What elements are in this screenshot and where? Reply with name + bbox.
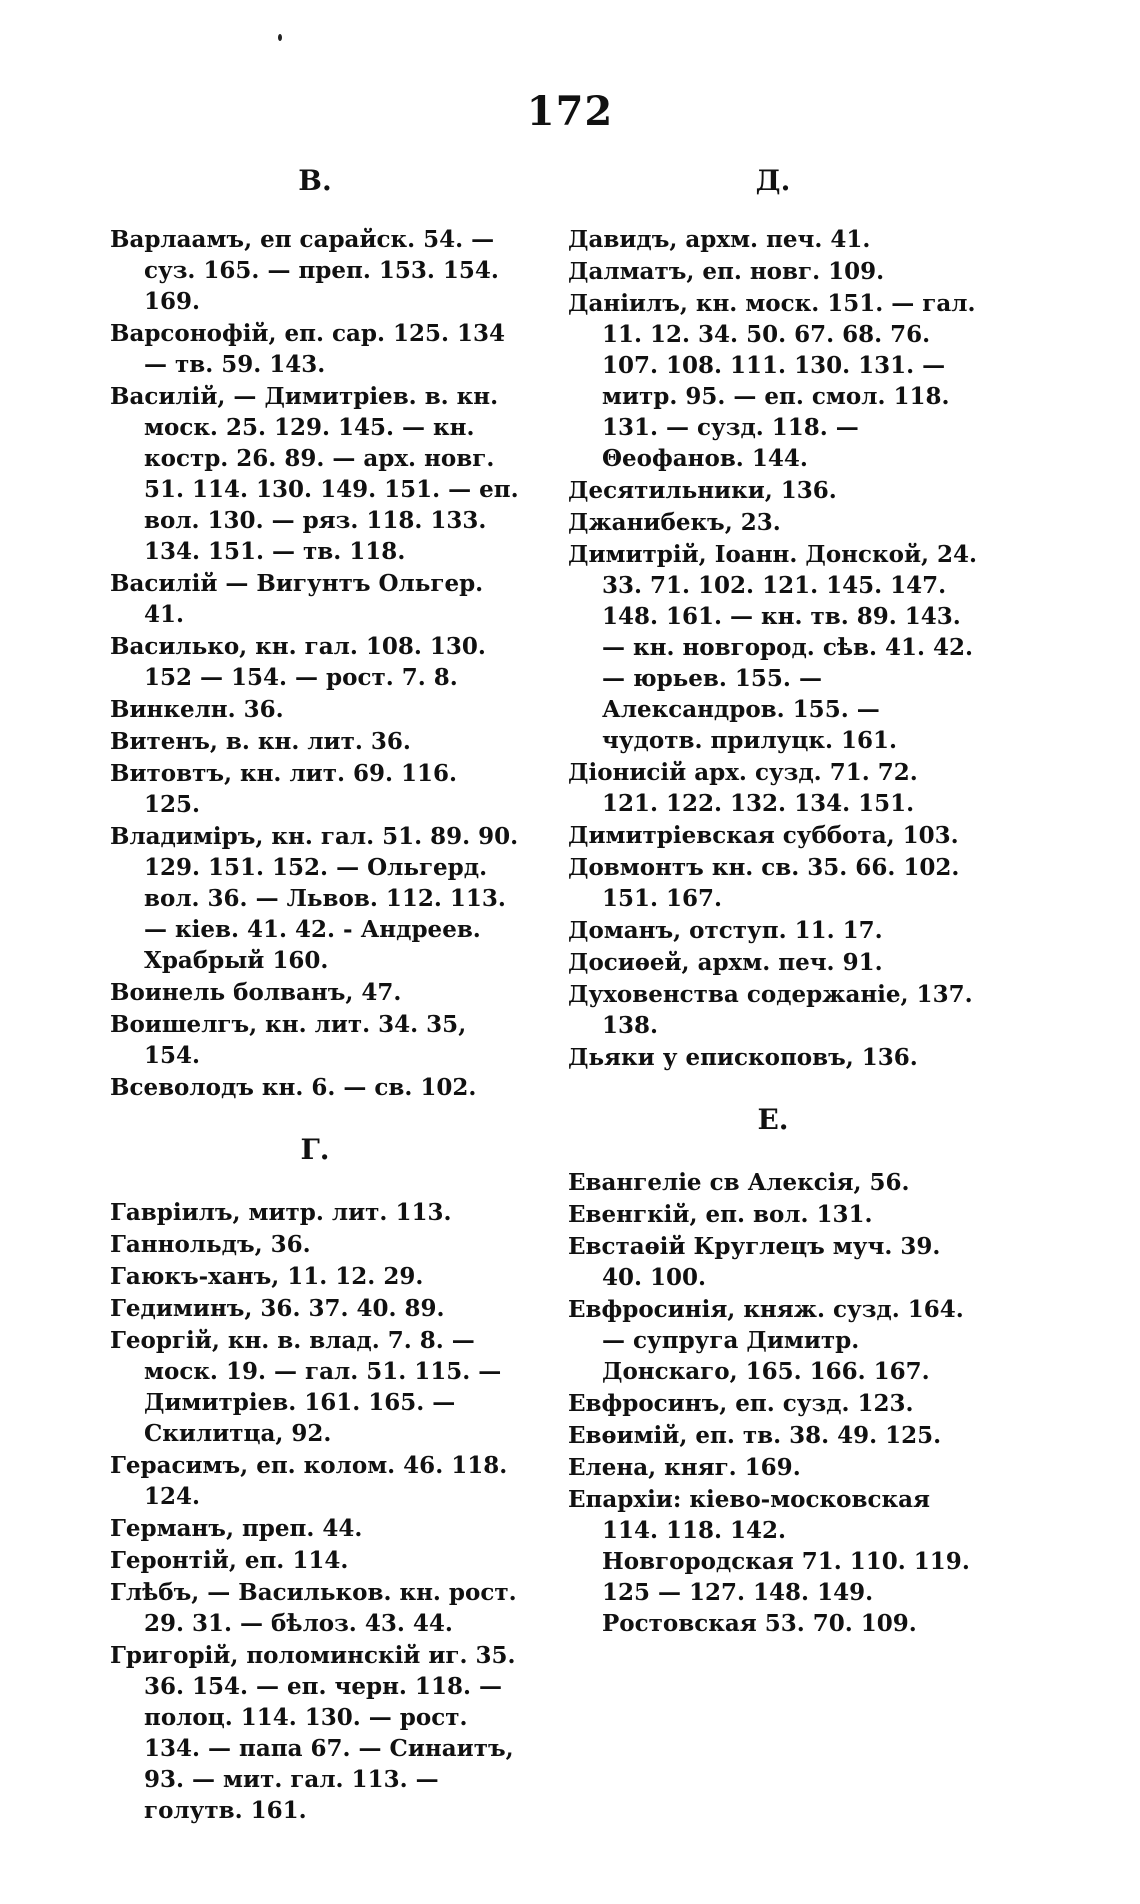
index-entry: Герасимъ, еп. колом. 46. 118. 124. [110, 1452, 508, 1510]
index-entry: Елена, княг. 169. [568, 1454, 801, 1481]
index-entry: Витовтъ, кн. лит. 69. 116. 125. [110, 760, 458, 818]
section-entries-v [110, 224, 520, 1103]
index-entry: Воишелгъ, кн. лит. 34. 35, 154. [110, 1011, 467, 1069]
section-letter-g: Г. [300, 1133, 330, 1166]
index-entry: Ганнольдъ, 36. [110, 1231, 311, 1258]
index-entry: Евфросинъ, еп. сузд. 123. [568, 1390, 914, 1417]
index-entry: Гавріилъ, митр. лит. 113. [110, 1199, 452, 1226]
index-entry: Десятильники, 136. [568, 477, 837, 504]
index-entry: Дьяки у епископовъ, 136. [568, 1044, 918, 1071]
section-letter-d: Д. [755, 164, 791, 197]
index-entry: Владиміръ, кн. гал. 51. 89. 90. 129. 151. 152. — Ольгерд. вол. 36. — Львов. 112. 113. — кіев. 41. 42. - Андреев. Храбрый 160. [110, 823, 519, 974]
index-entry: Джанибекъ, 23. [568, 509, 781, 536]
index-entry: Винкелн. 36. [110, 696, 284, 723]
section-letter-e: Е. [757, 1103, 789, 1136]
index-entry: Димитріевская суббота, 103. [568, 822, 959, 849]
index-entry: Даніилъ, кн. моск. 151. — гал. 11. 12. 34. 50. 67. 68. 76. 107. 108. 111. 130. 131. — митр. 95. — еп. смол. 118. 131. — сузд. 118. — Θеофанов. 144. [568, 290, 976, 472]
index-column-right [568, 160, 978, 1640]
index-entry: Всеволодъ кн. 6. — св. 102. [110, 1074, 477, 1101]
section-entries-e [568, 1167, 978, 1639]
index-entry: Досиѳей, архм. печ. 91. [568, 949, 883, 976]
index-entry: Германъ, преп. 44. [110, 1515, 363, 1542]
section-entries-d [568, 224, 978, 1073]
index-entry: Глѣбъ, — Васильков. кн. рост. 29. 31. — бѣлоз. 43. 44. [110, 1579, 517, 1637]
index-entry: Евѳимій, еп. тв. 38. 49. 125. [568, 1422, 942, 1449]
index-entry: Евангеліе св Алексія, 56. [568, 1169, 910, 1196]
index-entry: Димитрій, Іоанн. Донской, 24. 33. 71. 102. 121. 145. 147. 148. 161. — кн. тв. 89. 143. — кн. новгород. сѣв. 41. 42. — юрьев. 155. — Александров. 155. — чудотв. прилуцк. 161. [568, 541, 978, 754]
index-entry: Діонисій арх. сузд. 71. 72. 121. 122. 132. 134. 151. [568, 759, 918, 817]
page-number: 172 [526, 88, 614, 135]
index-entry: Василій — Вигунтъ Ольгер. 41. [110, 570, 484, 628]
index-entry: Василько, кн. гал. 108. 130. 152 — 154. — рост. 7. 8. [110, 633, 486, 691]
index-entry: Гедиминъ, 36. 37. 40. 89. [110, 1295, 445, 1322]
index-entry: Георгій, кн. в. влад. 7. 8. — моск. 19. — гал. 51. 115. — Димитріев. 161. 165. — Скилитца, 92. [110, 1327, 502, 1447]
ink-speck [278, 34, 282, 41]
index-entry: Василій, — Димитріев. в. кн. моск. 25. 129. 145. — кн. костр. 26. 89. — арх. новг. 51. 114. 130. 149. 151. — еп. вол. 130. — ряз. 118. 133. 134. 151. — тв. 118. [110, 383, 519, 565]
index-entry: Доманъ, отступ. 11. 17. [568, 917, 883, 944]
index-entry: Воинель болванъ, 47. [110, 979, 402, 1006]
index-entry: Евстаѳій Круглецъ муч. 39. 40. 100. [568, 1233, 941, 1291]
section-entries-g [110, 1197, 520, 1826]
index-entry: Евфросинія, княж. сузд. 164. — супруга Димитр. Донскаго, 165. 166. 167. [568, 1296, 964, 1385]
index-entry: Витенъ, в. кн. лит. 36. [110, 728, 411, 755]
index-entry: Варсонофій, еп. сар. 125. 134 — тв. 59. 143. [110, 320, 506, 378]
index-entry: Геронтій, еп. 114. [110, 1547, 349, 1574]
index-entry: Духовенства содержаніе, 137. 138. [568, 981, 973, 1039]
index-entry: Варлаамъ, еп сарайск. 54. — cуз. 165. — преп. 153. 154. 169. [110, 226, 499, 315]
section-letter-v: В. [298, 164, 332, 197]
index-entry: Гаюкъ-ханъ, 11. 12. 29. [110, 1263, 424, 1290]
index-entry: Григорій, поломинскій иг. 35. 36. 154. — еп. черн. 118. — полоц. 114. 130. — рост. 134. — папа 67. — Синаитъ, 93. — мит. гал. 113. — голутв. 161. [110, 1642, 516, 1824]
index-entry: Евенгкій, еп. вол. 131. [568, 1201, 873, 1228]
index-entry: Епархіи: кіево-московская 114. 118. 142. Новгородская 71. 110. 119. 125 — 127. 148. 149. Ростовская 53. 70. 109. [568, 1486, 970, 1637]
index-entry: Давидъ, архм. печ. 41. [568, 226, 871, 253]
index-entry: Далматъ, еп. новг. 109. [568, 258, 885, 285]
index-entry: Довмонтъ кн. св. 35. 66. 102. 151. 167. [568, 854, 960, 912]
index-column-left [110, 160, 520, 1827]
